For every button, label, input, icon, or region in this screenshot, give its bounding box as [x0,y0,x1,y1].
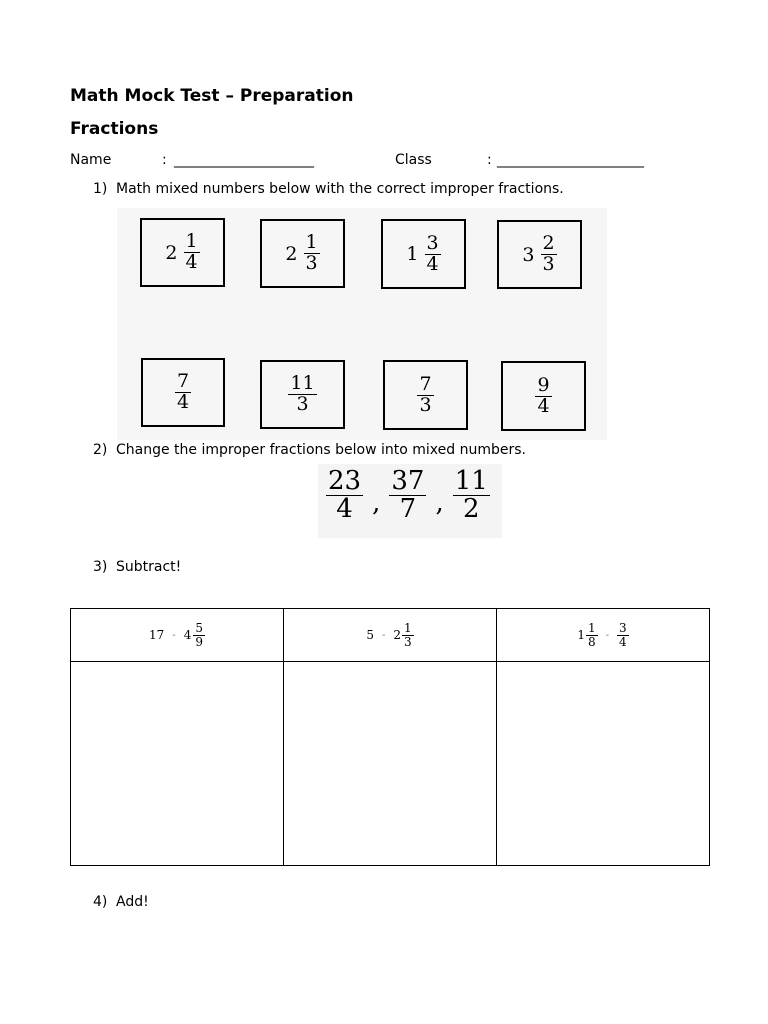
question-4 [93,894,149,910]
improper-fraction-card [260,360,345,429]
mixed-number-card [381,219,466,289]
question-text: Subtract! [116,559,182,575]
improper-fraction-card [141,358,225,427]
answer-space[interactable] [284,662,497,866]
improper-fractions-list [326,468,490,524]
question-number: 4) [93,894,108,910]
improper-fraction-card [501,361,586,431]
name-colon: : [162,152,167,168]
numerator: 7 [419,372,432,395]
numerator: 1 [404,620,412,635]
denominator: 2 [462,494,480,525]
numerator: 5 [195,620,203,635]
minus-sign: - [172,629,176,641]
improper-fraction-card [383,360,468,430]
question-text: Add! [116,894,149,910]
question-2 [93,442,526,458]
name-label: Name [70,152,112,168]
subtraction-problem [497,622,709,648]
question-1 [93,181,564,197]
minuend-whole: 5 [366,628,374,642]
answer-space[interactable] [497,662,710,866]
numerator: 2 [542,232,555,255]
whole-part: 1 [406,243,419,265]
page-title: Math Mock Test – Preparation [70,86,354,106]
question-number: 1) [93,181,108,197]
whole-part: 2 [165,241,178,264]
subtraction-table [70,608,710,866]
minus-sign: - [605,629,610,641]
question-3 [93,559,181,575]
numerator: 11 [290,372,315,395]
subtraction-problem [71,622,283,648]
minus-sign: - [381,629,386,641]
denominator: 3 [404,634,412,649]
denominator: 4 [185,251,198,273]
separator: , [435,487,444,518]
subtrahend-whole: 2 [393,628,402,642]
denominator: 8 [587,634,596,649]
mixed-number-card [140,218,225,287]
denominator: 3 [305,252,318,274]
question-text: Math mixed numbers below with the correct improper fractions. [116,181,564,197]
numerator: 1 [305,231,318,254]
question-text: Change the improper fractions below into mixed numbers. [116,442,526,458]
mixed-number-card [260,219,345,288]
separator: , [372,487,381,518]
problem-cell [71,609,284,662]
denominator: 3 [296,393,309,415]
denominator: 4 [619,634,627,649]
denominator: 4 [336,494,353,525]
section-title: Fractions [70,119,159,139]
numerator: 7 [176,370,190,393]
minuend-whole: 17 [149,628,165,642]
whole-part: 2 [285,242,298,265]
class-label: Class [395,152,432,168]
subtrahend-whole: 4 [183,628,192,642]
problem-cell [284,609,497,662]
question-number: 2) [93,442,108,458]
subtraction-problem [284,622,496,648]
class-blank[interactable]: _____________________ [497,152,644,168]
class-colon: : [487,152,492,168]
denominator: 4 [176,391,190,413]
numerator: 3 [619,620,627,635]
numerator: 1 [185,230,198,253]
denominator: 3 [542,253,555,275]
numerator: 9 [537,373,550,396]
numerator: 23 [328,466,362,496]
question-number: 3) [93,559,108,575]
name-blank[interactable]: ____________________ [174,152,314,168]
denominator: 4 [426,252,439,275]
answer-space[interactable] [71,662,284,866]
numerator: 11 [454,466,488,496]
whole-part: 3 [522,243,535,266]
minuend-whole: 1 [577,628,585,642]
denominator: 9 [195,634,203,649]
numerator: 3 [426,231,439,254]
numerator: 1 [587,620,596,635]
numerator: 37 [391,466,425,496]
problem-cell [497,609,710,662]
denominator: 4 [537,394,550,417]
denominator: 3 [419,393,432,416]
denominator: 7 [399,494,417,525]
mixed-number-card [497,220,582,289]
